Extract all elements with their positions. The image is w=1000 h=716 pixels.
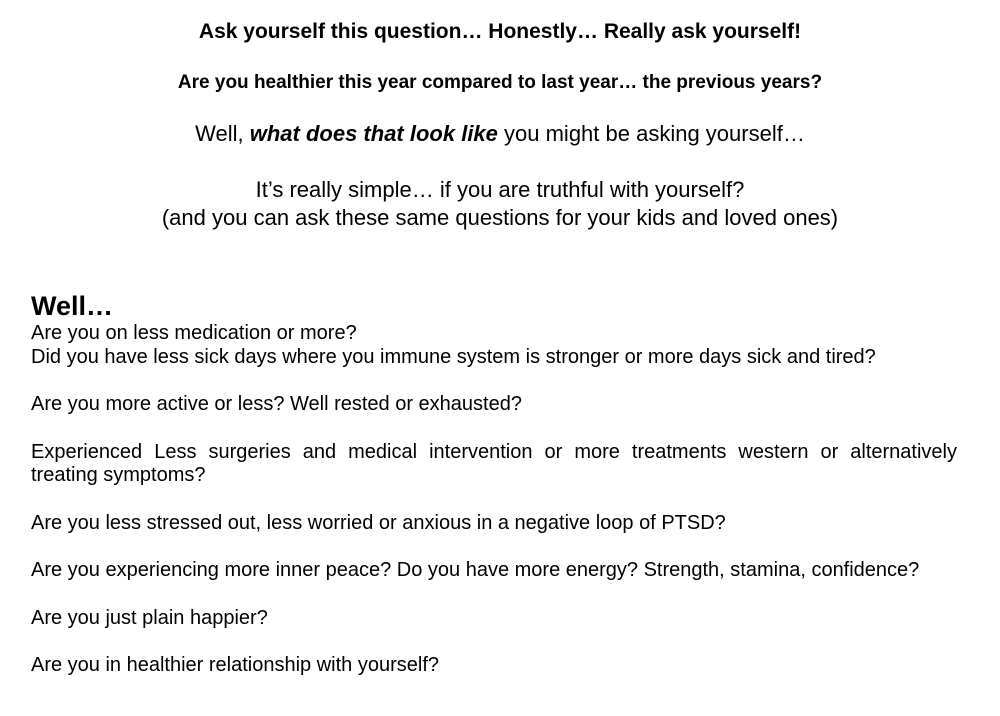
- intro-prefix: Well,: [195, 121, 250, 146]
- intro-suffix: you might be asking yourself…: [497, 121, 805, 146]
- headline: Ask yourself this question… Honestly… Really ask yourself!: [198, 20, 802, 43]
- question-item: Are you more active or less? Well rested or exhausted?: [31, 393, 522, 415]
- spacer: [31, 488, 957, 512]
- question-item: Are you in healthier relationship with yourself?: [31, 654, 439, 676]
- spacer: [31, 583, 957, 607]
- question-item: Are you on less medication or more?: [31, 322, 357, 344]
- spacer: [31, 417, 957, 441]
- spacer: [31, 630, 957, 654]
- question-item: Experienced Less surgeries and medical intervention or more treatments western or alternatively treating symptoms?: [31, 440, 957, 486]
- simple-line-1: It’s really simple… if you are truthful with yourself?: [255, 177, 745, 202]
- question-item: Are you just plain happier?: [31, 606, 268, 629]
- section-heading: Well…: [31, 291, 114, 321]
- spacer: [31, 369, 957, 393]
- question-item: Are you experiencing more inner peace? Do you have more energy? Strength, stamina, confidence?: [31, 559, 920, 581]
- spacer: [31, 535, 957, 559]
- intro-line: [0, 119, 1000, 149]
- simple-statement: [0, 176, 1000, 232]
- subheadline: Are you healthier this year compared to last year… the previous years?: [177, 72, 823, 93]
- question-item: Did you have less sick days where you immune system is stronger or more days sick and tired?: [31, 345, 876, 368]
- intro-emphasis: what does that look like: [249, 121, 498, 146]
- question-item: Are you less stressed out, less worried or anxious in a negative loop of PTSD?: [31, 511, 726, 534]
- questions-section: [31, 290, 957, 678]
- simple-line-2: (and you can ask these same questions for your kids and loved ones): [161, 205, 839, 230]
